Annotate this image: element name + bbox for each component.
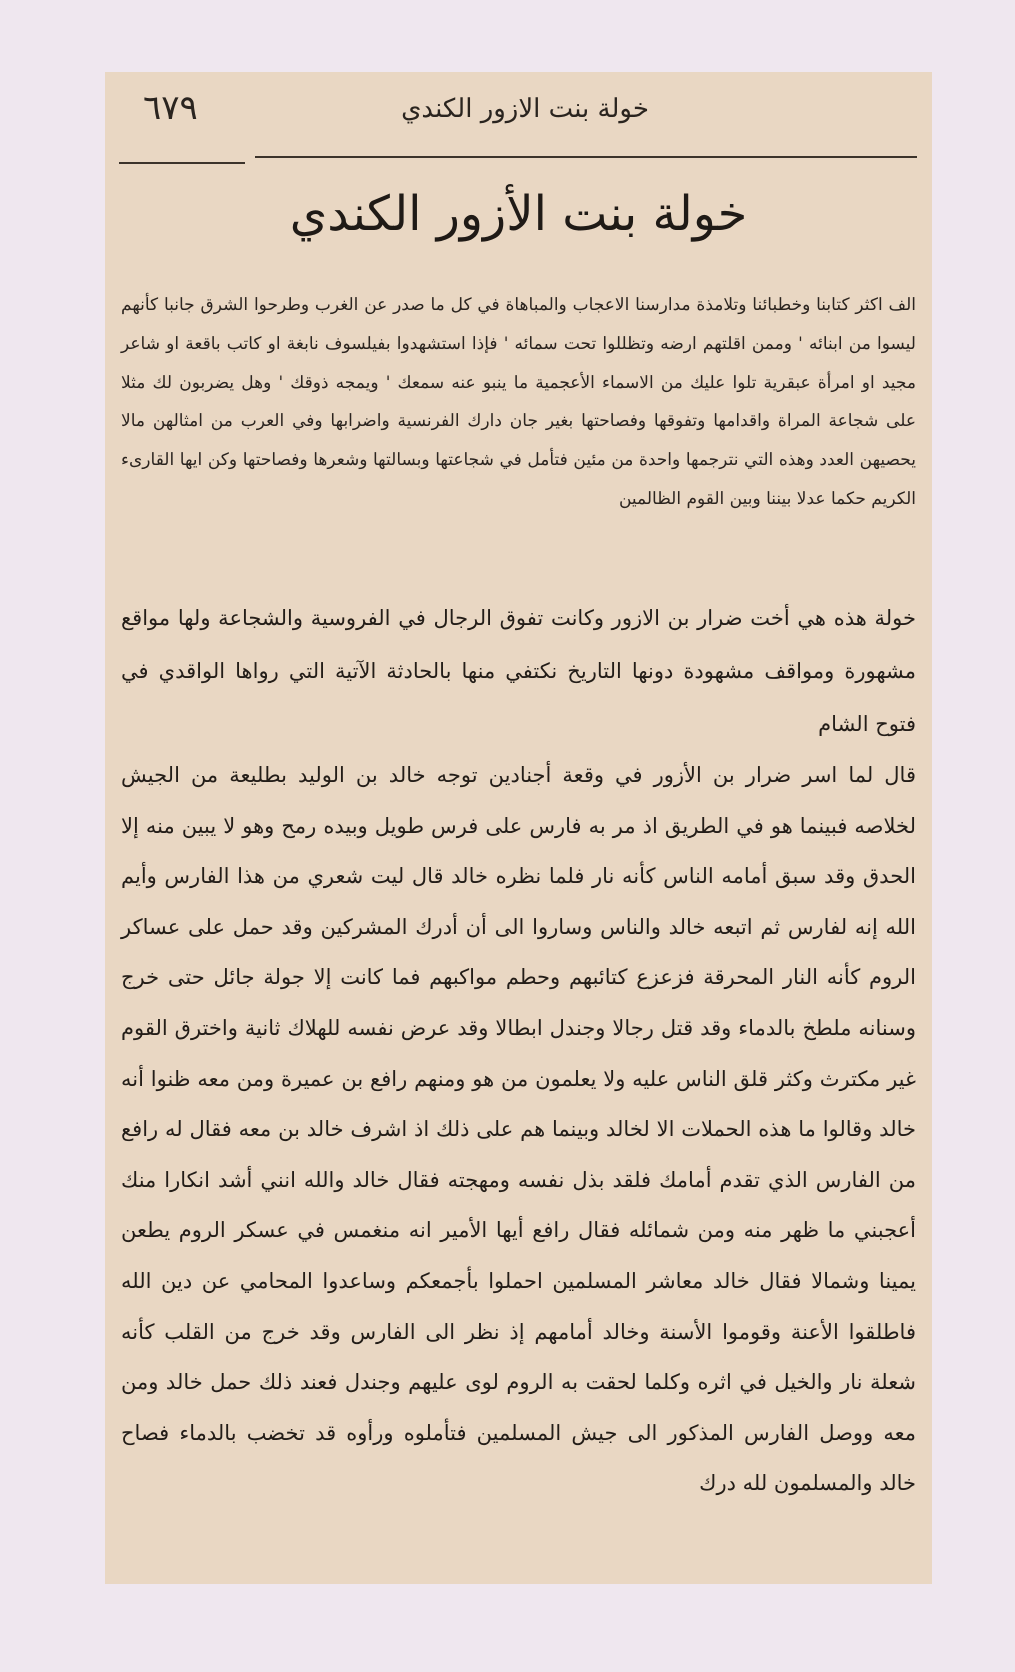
page-number: ٦٧٩ xyxy=(143,88,198,128)
running-title: خولة بنت الازور الكندي xyxy=(401,94,649,124)
intro-paragraph: الف اكثر كتابنا وخطبائنا وتلامذة مدارسنا الاعجاب والمباهاة في كل ما صدر عن الغرب وطرحوا الشرق جانبا كأنهم ليسوا من ابنائه ' وممن اقلتهم ارضه وتظللوا تحت سمائه ' فإذا استشهدوا بفيلسوف نابغة او كاتب باقعة او شاعر مجيد او امرأة عبقرية تلوا عليك من الاسماء الأعجمية ما ينبو عنه سمعك ' ويمجه ذوقك ' وهل يضربون لك مثلا على شجاعة المراة واقدامها وتفوقها وفصاحتها بغير جان دارك الفرنسية واضرابها وفي العرب من امثالهن مالا يحصيهن العدد وهذه التي نترجمها واحدة من مئين فتأمل في شجاعتها وبسالتها وشعرها وفصاحتها وكن ايها القارىء الكريم حكما عدلا بيننا وبين القوم الظالمين xyxy=(121,295,916,509)
header-rule-right xyxy=(255,156,917,158)
body-paragraph-2: قال لما اسر ضرار بن الأزور في وقعة أجنادين توجه خالد بن الوليد بطليعة من الجيش لخلاصه فبينما هو في الطريق اذ مر به فارس على فرس طويل وبيده رمح وهو لا يبين منه إلا الحدق وقد سبق أمامه الناس كأنه نار فلما نظره خالد قال ليت شعري من هذا الفارس وأيم الله إنه لفارس ثم اتبعه خالد والناس وساروا الى أن أدرك المشركين وقد حمل على عساكر الروم كأنه النار المحرقة فزعزع كتائبهم وحطم مواكبهم فما كانت إلا جولة جائل حتى خرج وسنانه ملطخ بالدماء وقد قتل رجالا وجندل ابطالا وقد عرض نفسه للهلاك ثانية واخترق القوم غير مكترث وكثر قلق الناس عليه ولا يعلمون من هو ومنهم رافع بن عميرة ومن معه ظنوا أنه خالد وقالوا ما هذه الحملات الا لخالد وبينما هم على ذلك اذ اشرف خالد بن معه فقال له رافع من الفارس الذي تقدم أمامك فلقد بذل نفسه ومهجته فقال خالد والله انني أشد انكارا منك أعجبني ما ظهر منه ومن شمائله فقال رافع أيها الأمير انه منغمس في عسكر الروم يطعن يمينا وشمالا فقال خالد معاشر المسلمين احملوا بأجمعكم وساعدوا المحامي عن دين الله فاطلقوا الأعنة وقوموا الأسنة وخالد أمامهم إذ نظر الى الفارس وقد خرج من القلب كأنه شعلة نار والخيل في اثره وكلما لحقت به الروم لوى عليهم وجندل فعند ذلك حمل خالد ومن معه ووصل الفارس المذكور الى جيش المسلمين فتأملوه ورأوه قد تخضب بالدماء فصاح خالد والمسلمون لله درك xyxy=(121,763,916,1496)
header-rule-left xyxy=(119,162,245,164)
page-header xyxy=(105,84,932,144)
body-paragraph-1: خولة هذه هي أخت ضرار بن الازور وكانت تفوق الرجال في الفروسية والشجاعة ولها مواقع مشهورة ومواقف مشهودة دونها التاريخ نكتفي منها بالحادثة الآتية التي رواها الواقدي في فتوح الشام xyxy=(121,606,916,736)
article-title: خولة بنت الأزور الكندي xyxy=(289,186,748,242)
scanned-page xyxy=(105,72,932,1584)
